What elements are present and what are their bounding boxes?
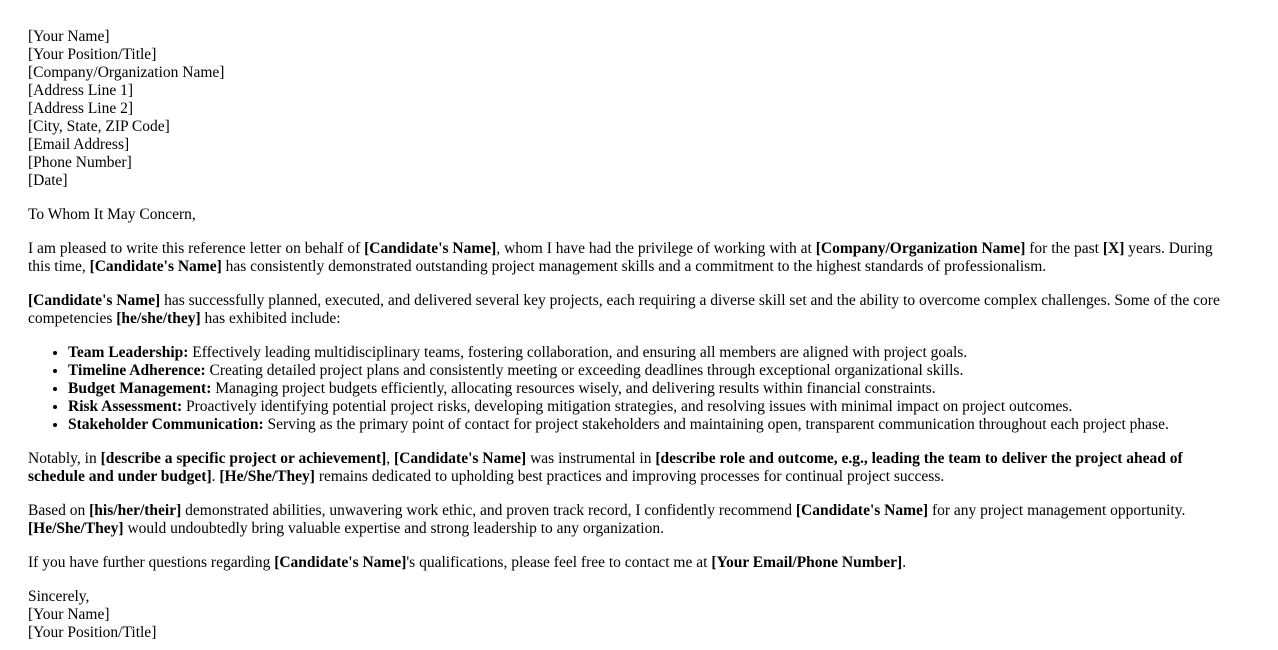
recommendation-paragraph: [28, 502, 1236, 538]
intro-text-3: for the past: [1025, 240, 1103, 257]
pronoun-placeholder: [He/She/They]: [219, 468, 315, 485]
competency-text: Serving as the primary point of contact for project stakeholders and maintaining open, transparent communication throughout each project phase.: [263, 416, 1169, 433]
competency-title: Timeline Adherence:: [68, 362, 206, 379]
sender-address-line-2: [Address Line 2]: [28, 100, 134, 117]
recommendation-text-3: for any project management opportunity.: [928, 502, 1186, 519]
achievement-placeholder: [describe a specific project or achievement]: [100, 450, 387, 467]
years-placeholder: [X]: [1102, 240, 1125, 257]
contact-info-placeholder: [Your Email/Phone Number]: [711, 554, 903, 571]
intro-text-4: years. During this time,: [28, 240, 1213, 275]
contact-text-2: 's qualifications, please feel free to contact me at: [406, 554, 712, 571]
contact-text-1: If you have further questions regarding: [28, 554, 275, 571]
sender-phone: [Phone Number]: [28, 154, 132, 171]
candidate-name-placeholder: [Candidate's Name]: [394, 450, 527, 467]
salutation: To Whom It May Concern,: [28, 206, 196, 223]
list-item: [68, 398, 1236, 416]
company-placeholder: [Company/Organization Name]: [815, 240, 1026, 257]
candidate-name-placeholder: [Candidate's Name]: [274, 554, 407, 571]
pronoun-placeholder: [his/her/their]: [89, 502, 182, 519]
intro-text-5: has consistently demonstrated outstanding project management skills and a commitment to the highest standards of professionalism.: [221, 258, 1047, 275]
sender-position: [Your Position/Title]: [28, 46, 157, 63]
pronoun-placeholder: [He/She/They]: [28, 520, 124, 537]
achievement-text-2: ,: [386, 450, 395, 467]
competencies-text-1: has successfully planned, executed, and delivered several key projects, each requiring a diverse skill set and the ability to overcome complex challenges. Some of the core competencies: [28, 292, 1220, 327]
sender-address-line-1: [Address Line 1]: [28, 82, 134, 99]
sender-name: [Your Name]: [28, 28, 110, 45]
intro-text-2: , whom I have had the privilege of working with at: [496, 240, 816, 257]
candidate-name-placeholder: [Candidate's Name]: [28, 292, 161, 309]
competency-title: Risk Assessment:: [68, 398, 183, 415]
competencies-paragraph: [28, 292, 1236, 328]
competency-text: Effectively leading multidisciplinary teams, fostering collaboration, and ensuring all members are aligned with project goals.: [188, 344, 968, 361]
intro-text-1: I am pleased to write this reference letter on behalf of: [28, 240, 365, 257]
candidate-name-placeholder: [Candidate's Name]: [89, 258, 222, 275]
achievement-text-1: Notably, in: [28, 450, 101, 467]
closing-name: [Your Name]: [28, 606, 110, 623]
achievement-text-4: .: [211, 468, 220, 485]
competency-text: Creating detailed project plans and consistently meeting or exceeding deadlines through exceptional organizational skills.: [205, 362, 964, 379]
closing-block: [28, 588, 1236, 642]
achievement-paragraph: [28, 450, 1236, 486]
competency-title: Stakeholder Communication:: [68, 416, 264, 433]
list-item: [68, 362, 1236, 380]
competency-title: Budget Management:: [68, 380, 212, 397]
sender-email: [Email Address]: [28, 136, 130, 153]
closing-position: [Your Position/Title]: [28, 624, 157, 641]
list-item: [68, 416, 1236, 434]
sender-city-state-zip: [City, State, ZIP Code]: [28, 118, 170, 135]
competencies-text-2: has exhibited include:: [200, 310, 341, 327]
letter-date: [Date]: [28, 172, 68, 189]
sender-company: [Company/Organization Name]: [28, 64, 225, 81]
competency-text: Proactively identifying potential project risks, developing mitigation strategies, and resolving issues with minimal impact on project outcomes.: [182, 398, 1073, 415]
candidate-name-placeholder: [Candidate's Name]: [795, 502, 929, 519]
competency-text: Managing project budgets efficiently, allocating resources wisely, and delivering results within financial constraints.: [211, 380, 936, 397]
candidate-name-placeholder: [Candidate's Name]: [364, 240, 497, 257]
achievement-text-5: remains dedicated to upholding best practices and improving processes for continual project success.: [314, 468, 945, 485]
role-outcome-placeholder: [describe role and outcome, e.g., leading the team to deliver the project ahead of schedule and under budget]: [28, 450, 1183, 485]
list-item: [68, 344, 1236, 362]
sender-block: [28, 28, 1236, 190]
competencies-list: [28, 344, 1236, 434]
recommendation-text-2: demonstrated abilities, unwavering work ethic, and proven track record, I confidently recommend: [181, 502, 796, 519]
recommendation-text-4: would undoubtedly bring valuable expertise and strong leadership to any organization.: [123, 520, 664, 537]
list-item: [68, 380, 1236, 398]
pronoun-placeholder: [he/she/they]: [116, 310, 201, 327]
intro-paragraph: [28, 240, 1236, 276]
signoff: Sincerely,: [28, 588, 90, 605]
recommendation-text-1: Based on: [28, 502, 90, 519]
achievement-text-3: was instrumental in: [526, 450, 656, 467]
contact-paragraph: [28, 554, 1236, 572]
competency-title: Team Leadership:: [68, 344, 189, 361]
contact-text-3: .: [902, 554, 907, 571]
